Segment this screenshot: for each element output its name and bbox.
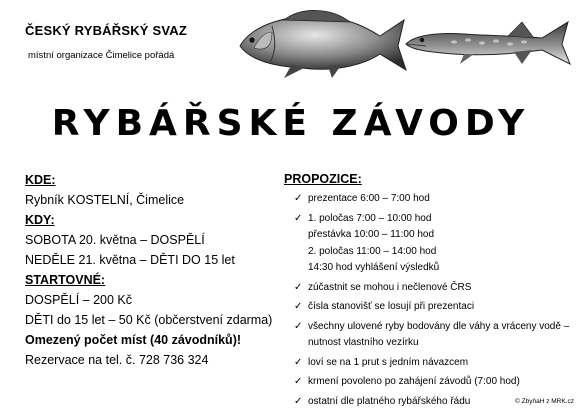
checkmark-icon: ✓ xyxy=(294,356,303,368)
list-item: ✓ prezentace 6:00 – 7:00 hod xyxy=(284,191,574,208)
kdy-saturday: SOBOTA 20. května – DOSPĚLÍ xyxy=(25,233,205,247)
main-title: RYBÁŘSKÉ ZÁVODY xyxy=(51,103,531,144)
pike-illustration xyxy=(404,14,572,70)
organization-title: ČESKÝ RYBÁŘSKÝ SVAZ xyxy=(25,23,187,38)
list-item: ✓ krmení povoleno po zahájení závodů (7:00 hod) xyxy=(284,374,574,391)
startovne-children: DĚTI do 15 let – 50 Kč (občerstvení zdarma) xyxy=(25,313,273,327)
checkmark-icon: ✓ xyxy=(294,281,303,293)
list-item: ✓ 1. poločas 7:00 – 10:00 hod přestávka 10:00 – 11:00 hod 2. poločas 11:00 – 14:00 hod 14:30 hod vyhlášení výsledků xyxy=(294,212,440,273)
startovne-adults: DOSPĚLÍ – 200 Kč xyxy=(25,293,133,307)
kde-heading: KDE: xyxy=(25,173,56,187)
checkmark-icon: ✓ xyxy=(294,212,303,224)
startovne-heading: STARTOVNÉ: xyxy=(25,273,106,287)
organization-subtitle: místní organizace Čimelice pořádá xyxy=(28,50,175,61)
reservation-phone: Rezervace na tel. č. 728 736 324 xyxy=(25,353,209,367)
capacity-note: Omezený počet míst (40 závodníků)! xyxy=(25,333,242,347)
credit-text: © ZbyňaH z MRK.cz xyxy=(515,398,574,405)
checkmark-icon: ✓ xyxy=(294,376,303,387)
kdy-heading: KDY: xyxy=(25,213,55,227)
list-item: ✓ ostatní dle platného rybářského řádu xyxy=(284,394,574,411)
propozice-list xyxy=(284,191,574,410)
propozice-section xyxy=(284,170,574,410)
checkmark-icon: ✓ xyxy=(294,395,303,407)
list-item: ✓ všechny ulovené ryby bodovány dle váhy a vráceny vodě – nutnost vlastního vezírku xyxy=(294,320,570,348)
kde-value: Rybník KOSTELNÍ, Čimelice xyxy=(25,193,185,207)
list-item: ✓ zúčastnit se mohou i nečlenové ČRS xyxy=(284,280,574,297)
kdy-sunday: NEDĚLE 21. května – DĚTI DO 15 let xyxy=(25,253,235,267)
carp-illustration xyxy=(232,6,408,80)
list-item: ✓ čísla stanovišť se losují při prezentaci xyxy=(284,299,574,316)
checkmark-icon: ✓ xyxy=(294,193,303,204)
checkmark-icon: ✓ xyxy=(294,320,303,332)
list-item: ✓ loví se na 1 prut s jedním návazcem xyxy=(284,355,574,372)
propozice-heading: PROPOZICE: xyxy=(284,172,362,186)
event-info xyxy=(25,170,275,370)
checkmark-icon: ✓ xyxy=(294,301,303,312)
